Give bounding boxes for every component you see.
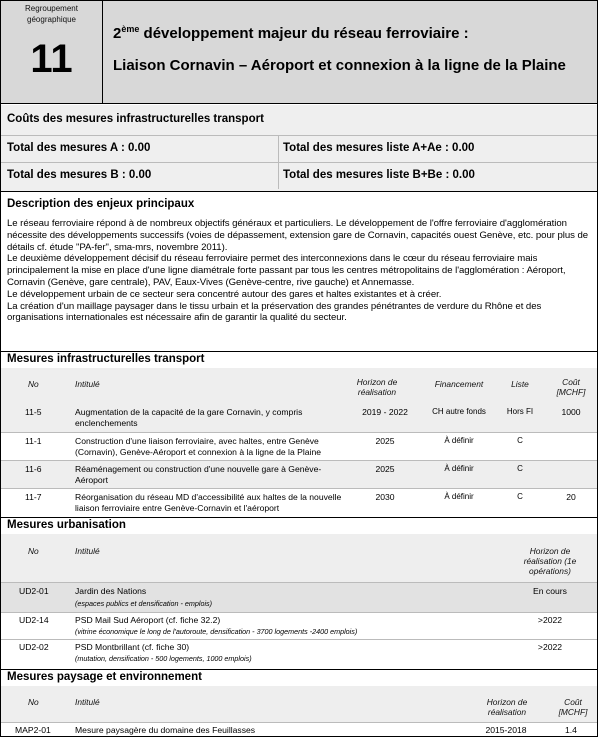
row-divider bbox=[1, 432, 597, 433]
description-paragraph: Le deuxième développement décisif du réseau ferroviaire permet des interconnexions dans le cœur du réseau ferroviaire mais principalement la mise en place d'une ligne diamétrale forte passant par tous les centres métropolitains de l'agglomération : Aéroport, Cornavin (Genève, gare centrale), PAV, Eaux-Vives (Genève-centre, rive gauche) et Annemasse. bbox=[7, 253, 566, 288]
paysage-section-header bbox=[1, 669, 597, 685]
transport-row-financement: À définir bbox=[444, 436, 474, 445]
paysage-row-no: MAP2-01 bbox=[15, 725, 51, 735]
urbanisation-row-horizon: >2022 bbox=[537, 642, 563, 652]
group-box bbox=[1, 1, 103, 104]
urbanisation-row-no: UD2-14 bbox=[19, 615, 49, 625]
col-cout bbox=[549, 377, 593, 397]
urbanisation-row-intitule: Jardin des Nations bbox=[75, 586, 147, 596]
transport-row-liste: C bbox=[517, 436, 523, 445]
row-divider bbox=[1, 722, 597, 723]
title-prefix: 2 bbox=[113, 25, 122, 42]
description-section bbox=[1, 191, 597, 324]
transport-row-liste: C bbox=[517, 464, 523, 473]
col-no: No bbox=[28, 546, 39, 556]
transport-row-financement: À définir bbox=[444, 464, 474, 473]
description-title: Description des enjeux principaux bbox=[7, 198, 195, 210]
urbanisation-row-detail: (vitrine économique le long de l'autoroute, densification - 3700 logements -2400 emplois) bbox=[75, 627, 358, 636]
col-cout bbox=[551, 697, 595, 717]
page-subtitle: Liaison Cornavin – Aéroport et connexion à la ligne de la Plaine bbox=[113, 57, 566, 74]
costs-title: Coûts des mesures infrastructurelles transport bbox=[7, 113, 264, 125]
row-divider bbox=[1, 488, 597, 489]
transport-row-no: 11-7 bbox=[25, 492, 42, 502]
total-a-ae: Total des mesures liste A+Ae : 0.00 bbox=[283, 142, 475, 154]
divider bbox=[278, 163, 279, 189]
description-text bbox=[1, 210, 597, 324]
col-horizon: Horizon de réalisation bbox=[356, 377, 398, 397]
transport-row-no: 11-5 bbox=[25, 407, 42, 417]
title-rest: développement majeur du réseau ferroviaire : bbox=[139, 25, 469, 42]
costs-section bbox=[1, 105, 597, 191]
col-intitule: Intitulé bbox=[75, 546, 100, 556]
urbanisation-row-horizon: >2022 bbox=[537, 615, 563, 625]
col-financement: Financement bbox=[434, 379, 484, 389]
page-title bbox=[113, 25, 469, 42]
row-divider bbox=[1, 639, 597, 640]
transport-row-no: 11-6 bbox=[25, 464, 42, 474]
col-no: No bbox=[28, 697, 39, 707]
transport-row-liste: Hors FI bbox=[506, 407, 534, 416]
transport-row-horizon: 2025 bbox=[375, 436, 395, 446]
transport-section-header bbox=[1, 351, 597, 367]
description-paragraph: Le développement urbain de ce secteur sera concentré autour des gares et haltes existantes et à créer. bbox=[7, 288, 442, 300]
transport-row-cout: 20 bbox=[566, 492, 576, 502]
col-cout-label: Coût bbox=[564, 697, 582, 707]
col-horizon: Horizon de réalisation (1e opérations) bbox=[523, 546, 577, 576]
col-intitule: Intitulé bbox=[75, 697, 100, 707]
transport-title: Mesures infrastructurelles transport bbox=[7, 353, 205, 365]
col-intitule: Intitulé bbox=[75, 379, 100, 389]
transport-row-horizon: 2019 - 2022 bbox=[362, 407, 408, 417]
transport-row-financement: CH autre fonds bbox=[432, 407, 486, 416]
urbanisation-row-no: UD2-02 bbox=[19, 642, 49, 652]
costs-row-a bbox=[1, 135, 597, 161]
transport-row-horizon: 2025 bbox=[375, 464, 395, 474]
total-b: Total des mesures B : 0.00 bbox=[7, 169, 152, 181]
urbanisation-header-bg bbox=[1, 534, 597, 582]
paysage-row-horizon: 2015-2018 bbox=[485, 725, 527, 735]
costs-row-b bbox=[1, 162, 597, 188]
total-b-be: Total des mesures liste B+Be : 0.00 bbox=[283, 169, 475, 181]
total-a: Total des mesures A : 0.00 bbox=[7, 142, 151, 154]
paysage-title: Mesures paysage et environnement bbox=[7, 671, 202, 683]
col-cout-unit: [MCHF] bbox=[558, 707, 588, 717]
urbanisation-row-no: UD2-01 bbox=[19, 586, 49, 596]
paysage-row-cout: 1.4 bbox=[565, 725, 577, 735]
urbanisation-title: Mesures urbanisation bbox=[7, 519, 126, 531]
description-paragraph: La création d'un maillage paysager dans le tissu urbain et la préservation des grandes pénétrantes de verdure du Rhône et des organisations internationales est nécessaire afin de garantir la qualité du secteur. bbox=[7, 300, 542, 324]
col-horizon: Horizon de réalisation bbox=[486, 697, 528, 717]
transport-row-intitule: Réorganisation du réseau MD d'accessibilité aux haltes de la nouvelle liaison ferroviaire entre Genève-Cornavin et l'aéroport bbox=[75, 492, 342, 513]
urbanisation-row-detail: (mutation, densification - 500 logements, 1000 emplois) bbox=[75, 654, 252, 663]
row-divider bbox=[1, 612, 597, 613]
paysage-row-intitule: Mesure paysagère du domaine des Feuillasses bbox=[75, 725, 256, 735]
col-cout-unit: [MCHF] bbox=[556, 387, 586, 397]
description-paragraph: Le réseau ferroviaire répond à de nombreux objectifs généraux et particuliers. Le développement de l'offre ferroviaire d'agglomération nécessite des développements successifs (voies de dépassement, extension gare de Cornavin, capacités ouest Genève, etc. pour plus de détails cf. étude "PA-fer", sma-mrs, novembre 2011). bbox=[7, 218, 589, 253]
transport-row-intitule: Augmentation de la capacité de la gare Cornavin, y compris enclenchements bbox=[75, 407, 303, 428]
header bbox=[1, 1, 597, 104]
transport-row-horizon: 2030 bbox=[375, 492, 395, 502]
urbanisation-row-horizon: En cours bbox=[533, 586, 567, 596]
urbanisation-row-intitule: PSD Mail Sud Aéroport (cf. fiche 32.2) bbox=[75, 615, 221, 625]
transport-row-no: 11-1 bbox=[25, 436, 42, 446]
transport-row-intitule: Réaménagement ou construction d'une nouvelle gare à Genève-Aéroport bbox=[75, 464, 322, 485]
transport-row-financement: À définir bbox=[444, 492, 474, 501]
group-number: 11 bbox=[30, 37, 73, 81]
divider bbox=[278, 136, 279, 162]
col-cout-label: Coût bbox=[562, 377, 580, 387]
group-label: Regroupement géographique bbox=[25, 4, 78, 24]
title-sup: ème bbox=[121, 24, 140, 34]
urbanisation-row-intitule: PSD Montbrillant (cf. fiche 30) bbox=[75, 642, 190, 652]
transport-row-liste: C bbox=[517, 492, 523, 501]
urbanisation-section-header bbox=[1, 517, 597, 533]
col-liste: Liste bbox=[511, 379, 529, 389]
urbanisation-row-detail: (espaces publics et densification - emplois) bbox=[75, 599, 213, 608]
col-no: No bbox=[28, 379, 39, 389]
transport-row-cout: 1000 bbox=[561, 407, 581, 417]
row-divider bbox=[1, 582, 597, 583]
transport-row-intitule: Construction d'une liaison ferroviaire, avec haltes, entre Genève (Cornavin), Genève-Aéroport et connexion à la ligne de la Plaine bbox=[75, 436, 322, 457]
